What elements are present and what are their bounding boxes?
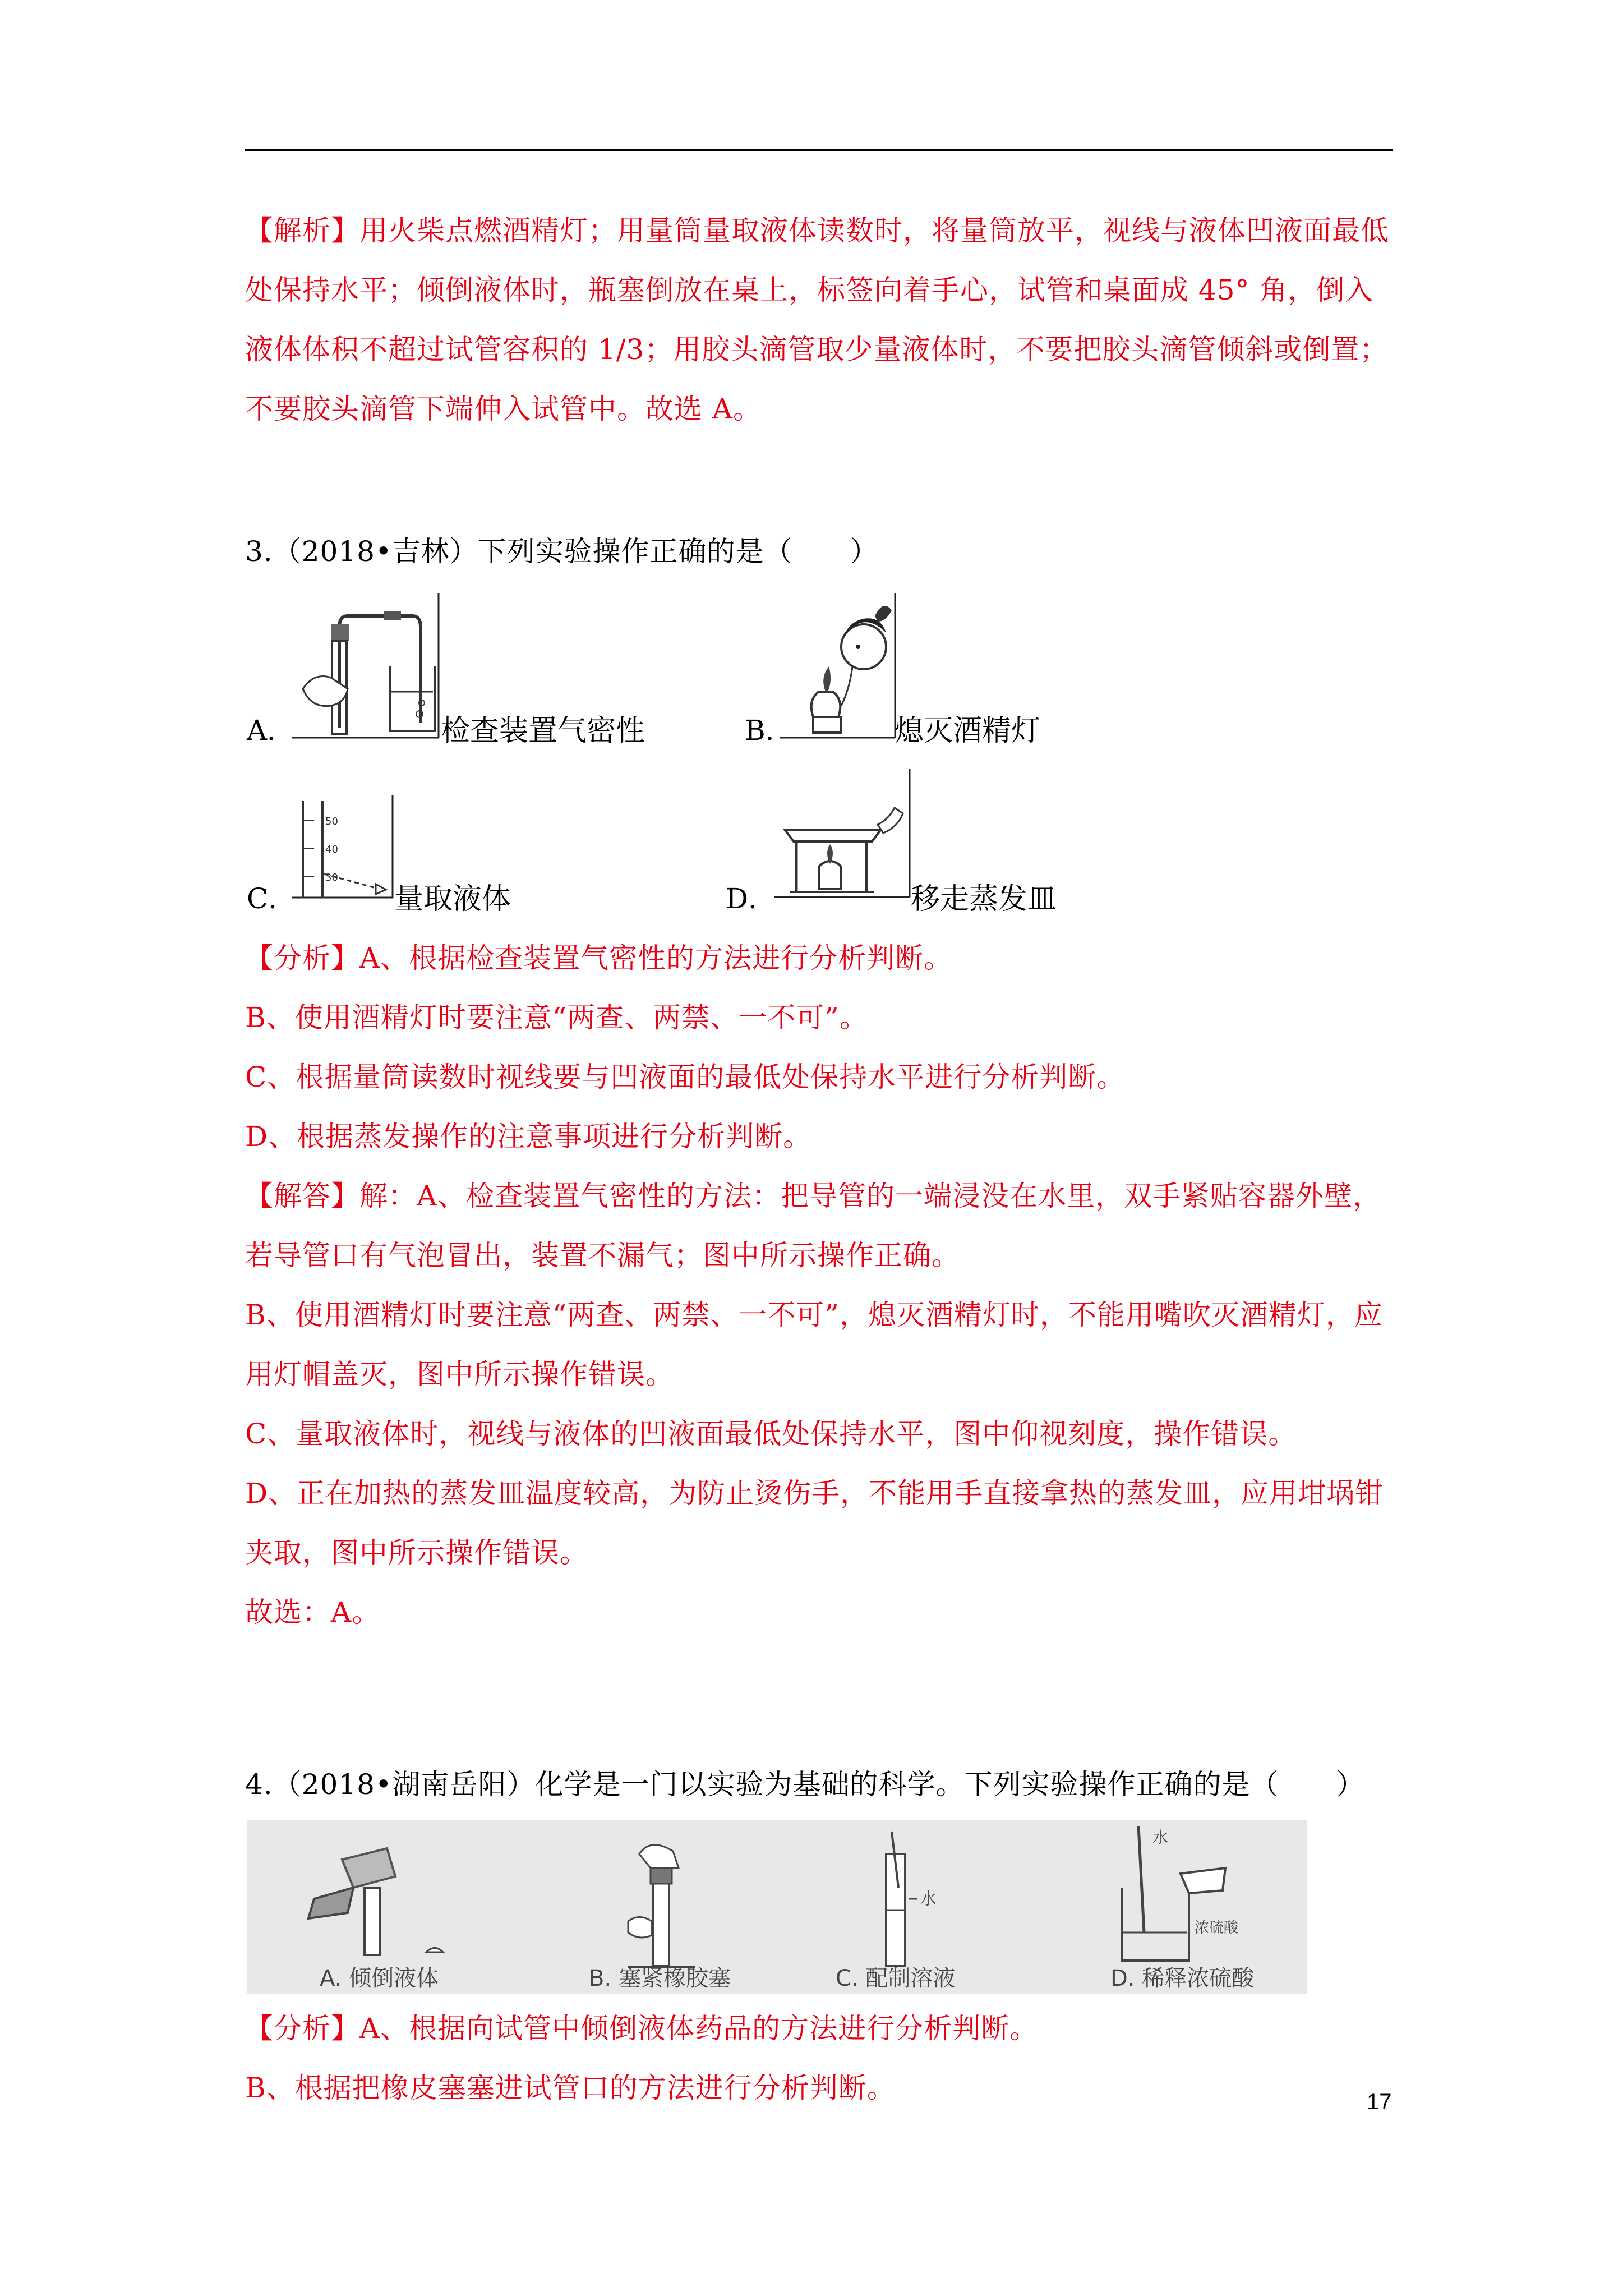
text-line: 液体体积不超过试管容积的 1/3；用胶头滴管取少量液体时，不要把胶头滴管倾斜或倒置； xyxy=(245,333,1389,366)
text-line: 【解答】解：A、检查装置气密性的方法：把导管的一端浸没在水里，双手紧贴容器外壁， xyxy=(245,1180,1382,1212)
text-line: 【分析】A、根据检查装置气密性的方法进行分析判断。 xyxy=(245,942,953,974)
text-line: B、根据把橡皮塞塞进试管口的方法进行分析判断。 xyxy=(245,2072,896,2104)
q4-analysis xyxy=(245,1999,1393,2118)
text-line: 不要胶头滴管下端伸入试管中。故选 A。 xyxy=(245,393,762,425)
cylinder-tick-label: 40 xyxy=(325,844,338,855)
header-rule xyxy=(245,149,1393,151)
q4-stem: 4.（2018•湖南岳阳）化学是一门以实验为基础的科学。下列实验操作正确的是（ ） xyxy=(245,1768,1365,1801)
q4-image-label: A. 倾倒液体 xyxy=(320,1966,439,1991)
text-line: B、使用酒精灯时要注意“两查、两禁、一不可”。 xyxy=(245,1001,868,1034)
move-dish-figure xyxy=(774,769,914,899)
q3-option-b-caption: 熄灭酒精灯 xyxy=(895,714,1041,748)
q3-option-a-letter: A． xyxy=(247,714,296,747)
q3-option-c-caption: 量取液体 xyxy=(394,882,511,916)
measure-liquid-figure xyxy=(292,795,395,899)
q4-image-tag: 水 xyxy=(1152,1828,1169,1847)
q4-image-label: C. 配制溶液 xyxy=(836,1966,956,1991)
q3-option-b-letter: B． xyxy=(745,714,794,747)
text-line: 用灯帽盖灭，图中所示操作错误。 xyxy=(245,1358,674,1391)
q3-analysis xyxy=(245,928,1393,1642)
cylinder-tick-label: 30 xyxy=(325,872,338,884)
q3-option-c-letter: C． xyxy=(247,882,297,915)
text-line: 【分析】A、根据向试管中倾倒液体药品的方法进行分析判断。 xyxy=(245,2012,1039,2045)
text-line: 故选：A。 xyxy=(245,1596,381,1628)
q4-image-tag: 水 xyxy=(920,1889,937,1909)
q4-image-tag: 浓硫酸 xyxy=(1195,1920,1239,1936)
q3-option-d-letter: D． xyxy=(726,882,777,915)
text-line: B、使用酒精灯时要注意“两查、两禁、一不可”，熄灭酒精灯时，不能用嘴吹灭酒精灯，应 xyxy=(245,1299,1383,1331)
page-number: 17 xyxy=(1367,2090,1392,2114)
analysis-top xyxy=(245,201,1393,439)
text-line: 若导管口有气泡冒出，装置不漏气；图中所示操作正确。 xyxy=(245,1239,960,1272)
q3-option-d-caption: 移走蒸发皿 xyxy=(911,882,1057,916)
text-line: 夹取，图中所示操作错误。 xyxy=(245,1536,588,1569)
text-line: C、量取液体时，视线与液体的凹液面最低处保持水平，图中仰视刻度，操作错误。 xyxy=(245,1418,1297,1450)
text-line: D、根据蒸发操作的注意事项进行分析判断。 xyxy=(245,1120,812,1153)
text-line: C、根据量筒读数时视线要与凹液面的最低处保持水平进行分析判断。 xyxy=(245,1061,1126,1093)
q4-options-image xyxy=(247,1820,1307,1994)
text-line: 处保持水平；倾倒液体时，瓶塞倒放在桌上，标签向着手心，试管和桌面成 45° 角，倒入 xyxy=(245,274,1374,306)
cylinder-tick-label: 50 xyxy=(325,816,338,827)
q3-stem: 3.（2018•吉林）下列实验操作正确的是（ ） xyxy=(245,535,879,568)
q3-option-a-caption: 检查装置气密性 xyxy=(441,714,645,748)
text-line: D、正在加热的蒸发皿温度较高，为防止烫伤手，不能用手直接拿热的蒸发皿，应用坩埚钳 xyxy=(245,1477,1384,1510)
text-line: 【解析】用火柴点燃酒精灯；用量筒量取液体读数时，将量筒放平，视线与液体凹液面最低 xyxy=(245,214,1389,247)
airtight-check-figure xyxy=(292,593,443,739)
extinguish-lamp-figure xyxy=(780,593,901,739)
q4-image-label: B. 塞紧橡胶塞 xyxy=(589,1966,731,1991)
q4-image-label: D. 稀释浓硫酸 xyxy=(1110,1966,1255,1991)
